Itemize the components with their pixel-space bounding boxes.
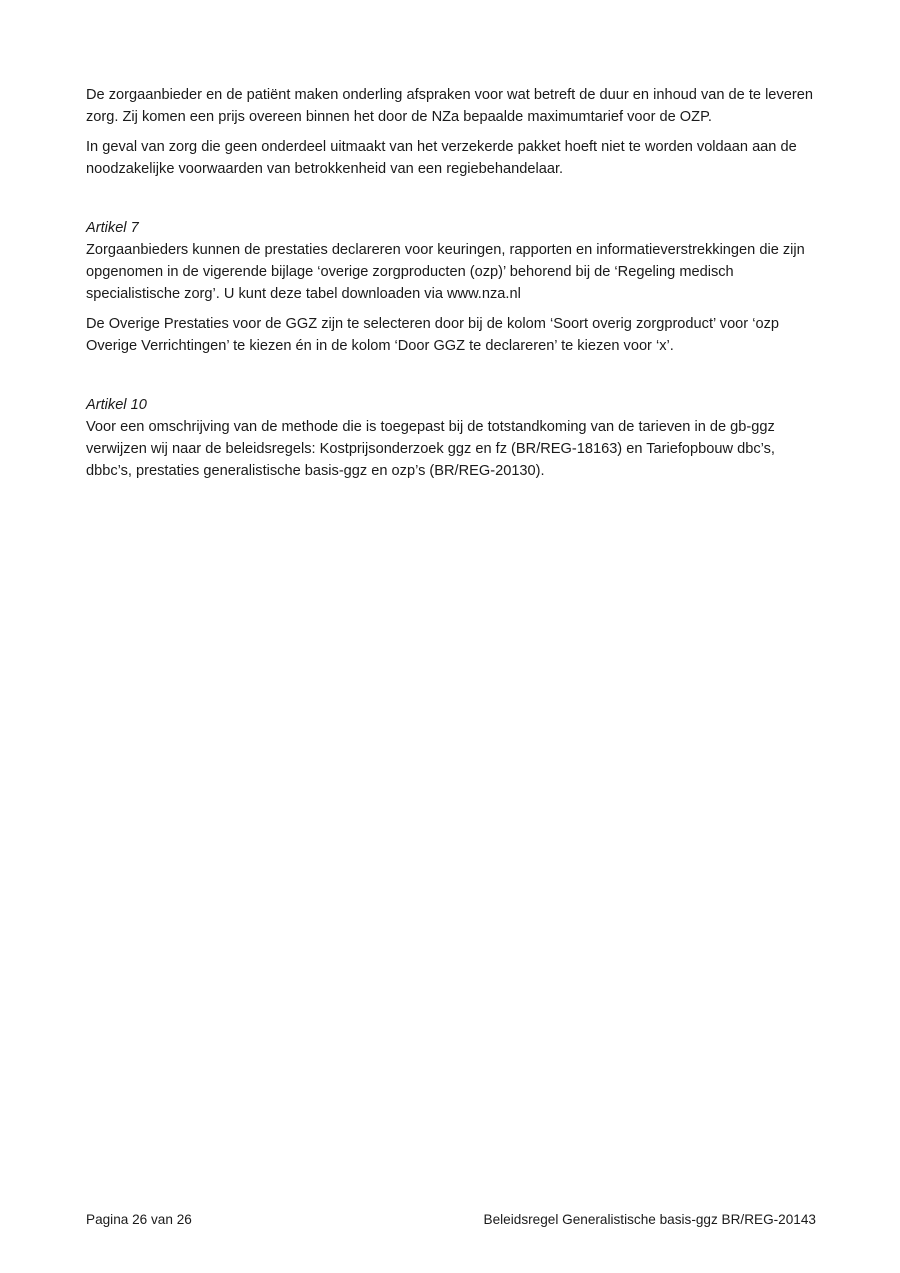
- artikel-7-paragraph-2: De Overige Prestaties voor de GGZ zijn te selecteren door bij de kolom ‘Soort overig zorgproduct’ voor ‘ozp Overige Verrichtingen’ te kiezen én in de kolom ‘Door GGZ te declareren’ te kiezen voor ‘x’.: [86, 316, 779, 354]
- document-reference: Beleidsregel Generalistische basis-ggz BR/REG-20143: [483, 1212, 816, 1227]
- artikel-7-paragraph-1: Zorgaanbieders kunnen de prestaties declareren voor keuringen, rapporten en informatieverstrekkingen die zijn opgenomen in de vigerende bijlage ‘overige zorgproducten (ozp)’ behorend bij de ‘Regeling medisch specialistische zorg’. U kunt deze tabel downloaden via www.nza.nl: [86, 242, 805, 302]
- page-number: Pagina 26 van 26: [86, 1212, 192, 1227]
- intro-paragraph-2: In geval van zorg die geen onderdeel uitmaakt van het verzekerde pakket hoeft niet te worden voldaan aan de noodzakelijke voorwaarden van betrokkenheid van een regiebehandelaar.: [86, 139, 797, 177]
- artikel-10-section: [86, 394, 821, 482]
- page-footer: [86, 1210, 816, 1230]
- artikel-7-heading: Artikel 7: [86, 220, 139, 236]
- artikel-10-paragraph-1: Voor een omschrijving van de methode die is toegepast bij de totstandkoming van de tarieven in de gb-ggz verwijzen wij naar de beleidsregels: Kostprijsonderzoek ggz en fz (BR/REG-18163) en Tariefopbouw dbc’s, dbbc’s, prestaties generalistische basis-ggz en ozp’s (BR/REG-20130).: [86, 419, 775, 479]
- intro-paragraph-1: De zorgaanbieder en de patiënt maken onderling afspraken voor wat betreft de duur en inhoud van de te leveren zorg. Zij komen een prijs overeen binnen het door de NZa bepaalde maximumtarief voor de OZP.: [86, 87, 813, 125]
- artikel-10-heading: Artikel 10: [86, 397, 147, 413]
- artikel-7-section: [86, 217, 821, 357]
- document-body: [86, 84, 821, 490]
